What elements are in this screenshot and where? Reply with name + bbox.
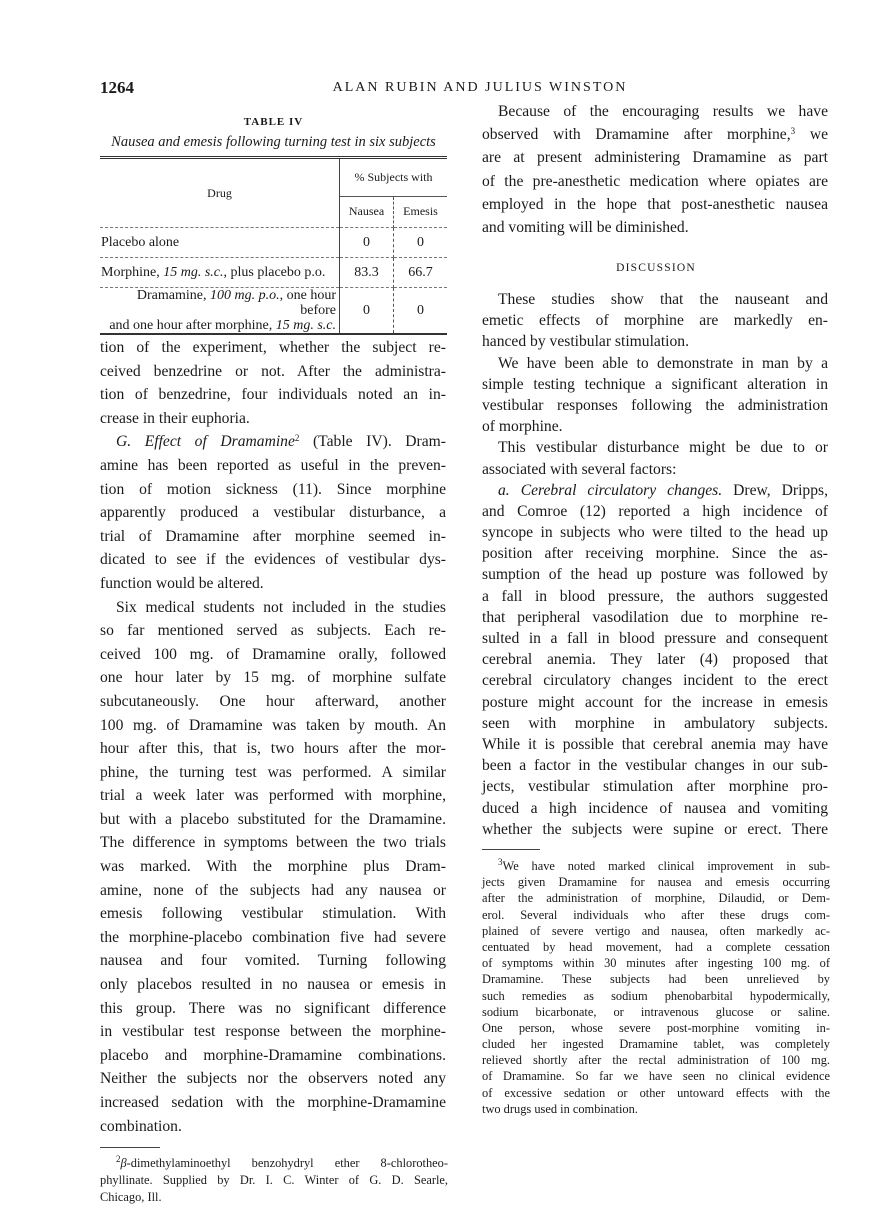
text-line: relieved shortly after the rectal administration of 100 mg. <box>482 1053 830 1068</box>
italic-text: 100 mg. p.o. <box>209 288 280 303</box>
text-line: amine, none of the subjects had any nausea or <box>100 881 446 899</box>
text-line: trial of Dramamine after morphine seemed in- <box>100 527 446 545</box>
nausea-cell: 0 <box>340 288 394 335</box>
text-line: One person, whose severe post-morphine vomiting in- <box>482 1020 830 1035</box>
discussion-heading: DISCUSSION <box>616 262 696 274</box>
text-line: While it is possible that cerebral anemia may have <box>482 735 828 753</box>
italic-text: β <box>120 1156 127 1170</box>
text-line: whether the subjects were supine or erect. There <box>482 820 828 838</box>
text-line: syncope in subjects who were tilted to the head up <box>482 524 828 542</box>
text-line: plained of severe vertigo and nausea, often markedly ac- <box>482 923 830 938</box>
col-header-emesis: Emesis <box>394 196 448 227</box>
italic-text: a. Cerebral circulatory changes. <box>498 481 723 499</box>
footnote-marker: 2 <box>116 1154 121 1164</box>
text-line: Neither the subjects nor the observers noted any <box>100 1070 446 1088</box>
text-line: hour after this, that is, two hours after the mor- <box>100 740 446 758</box>
drug-cell: Morphine, 15 mg. s.c., plus placebo p.o. <box>100 258 340 288</box>
text-line: that peripheral vasodilation due to morphine re- <box>482 608 828 626</box>
table-title: TABLE IV <box>243 116 304 128</box>
text-line: position after receiving morphine. Since the as- <box>482 545 828 563</box>
text-line: employed in the hope that post-anesthetic nausea <box>482 195 828 213</box>
text-line: the morphine-placebo combination five had severe <box>100 928 446 946</box>
running-title: ALAN RUBIN AND JULIUS WINSTON <box>332 80 628 95</box>
col-header-group: % Subjects with <box>340 158 448 197</box>
text-line: trial a week later was performed with morphine, <box>100 787 446 805</box>
text-line: such remedies as sodium phenobarbital hypodermically, <box>482 988 830 1003</box>
text-line: placebo and morphine-Dramamine combinations. <box>100 1046 446 1064</box>
text-line: jects given Dramamine for nausea and emesis occurring <box>482 875 830 890</box>
text-line: phine, the turning test was performed. A similar <box>100 763 446 781</box>
text-line: been a factor in the vestibular changes in our sub- <box>482 757 828 775</box>
text-line: posture might account for the increase in emesis <box>482 693 828 711</box>
results-table <box>100 156 447 335</box>
text-line: cerebral anemia. They later (4) proposed that <box>482 651 828 669</box>
text-line: phyllinate. Supplied by Dr. I. C. Winter of G. D. Searle, <box>100 1172 448 1187</box>
text-line: of the pre-anesthetic medication where opiates are <box>482 172 828 190</box>
footnote-marker: 3 <box>790 126 796 137</box>
text-line: These studies show that the nauseant and <box>498 291 828 308</box>
footnote-3 <box>482 858 830 1117</box>
footnote-marker: 3 <box>498 857 503 867</box>
text-line: hanced by vestibular stimulation. <box>482 333 690 351</box>
text-line: centuated by head movement, had a complete cessation <box>482 939 830 954</box>
emesis-cell: 66.7 <box>394 258 448 288</box>
page-number: 1264 <box>100 78 134 97</box>
table-row <box>100 288 447 335</box>
text-line: a fall in blood pressure, the authors suggested <box>482 587 828 605</box>
right-intro-paragraph <box>482 100 828 239</box>
text-line: tion of benzedrine, four individuals noted an in- <box>100 386 446 404</box>
text-line: observed with Dramamine after morphine,$^3$ we <box>482 126 828 144</box>
text-line: two drugs used in combination. <box>482 1101 638 1116</box>
text-line: G. Effect of Dramamine$^2$ (Table IV). Dram- <box>116 433 446 451</box>
text-line: but with a placebo substituted for the Dramamine. <box>100 810 446 828</box>
text-line: The difference in symptoms between the two trials <box>100 834 446 852</box>
footnote-divider <box>100 1147 160 1148</box>
text-line: and Comroe (12) reported a high incidence of <box>482 502 828 520</box>
text-line: one hour later by 15 mg. of morphine sulfate <box>100 669 446 687</box>
italic-text: G. Effect of Dramamine <box>116 433 295 451</box>
text-line: cerebral circulatory changes incident to the erect <box>482 672 828 690</box>
text-line: dicated to see if the evidences of vestibular dys- <box>100 551 446 569</box>
italic-text: 15 mg. s.c. <box>275 318 336 333</box>
col-header-drug: Drug <box>100 158 340 228</box>
text-line: a. Cerebral circulatory changes. Drew, Dripps, <box>498 481 828 499</box>
text-line: $^3$We have noted marked clinical improvement in sub- <box>498 857 830 873</box>
text-line: simple testing technique a significant alteration in <box>482 375 828 393</box>
emesis-cell: 0 <box>394 228 448 258</box>
text-line: increased sedation with the morphine-Dramamine <box>100 1094 446 1111</box>
text-line: subcutaneously. One hour afterward, another <box>100 692 446 710</box>
text-line: and vomiting will be diminished. <box>482 218 689 236</box>
text-line: emesis following vestibular stimulation. With <box>100 905 446 923</box>
text-line: seen with morphine in ambulatory subjects. <box>482 714 828 732</box>
text-line: combination. <box>100 1117 182 1135</box>
text-line: of symptoms within 30 minutes after ingesting 100 mg. of <box>482 956 830 971</box>
nausea-cell: 0 <box>340 228 394 258</box>
text-line: of Dramamine. So far we have seen no clinical evidence <box>482 1069 830 1084</box>
text-line: tion of motion sickness (11). Since morphine <box>100 480 446 498</box>
footnote-marker: 2 <box>294 433 300 444</box>
text-line: sodium bicarbonate, or intravenous glucose or saline. <box>482 1004 830 1019</box>
text-line: duced a high incidence of nausea and vomiting <box>482 799 828 817</box>
text-line: We have been able to demonstrate in man by a <box>498 354 828 372</box>
text-line: of excessive sedation or other untoward effects with the <box>482 1085 830 1100</box>
text-line: associated with several factors: <box>482 460 677 478</box>
text-line: in vestibular test response between the morphine- <box>100 1023 446 1041</box>
footnote-2 <box>100 1155 448 1205</box>
text-line: ceived benzedrine or not. After the administra- <box>100 362 446 380</box>
text-line: was marked. With the morphine plus Dram- <box>100 858 446 876</box>
discussion-text <box>482 289 828 840</box>
text-line: of morphine. <box>482 418 563 436</box>
text-line: cluded her ingested Dramamine tablet, was completely <box>482 1037 830 1052</box>
table-row <box>100 258 447 288</box>
footnote-divider <box>482 849 540 850</box>
text-line: apparently produced a vestibular disturbance, a <box>100 504 446 522</box>
left-column-text <box>100 336 446 1138</box>
text-line: function would be altered. <box>100 574 264 592</box>
col-header-nausea: Nausea <box>340 196 394 227</box>
text-line: Six medical students not included in the studies <box>116 598 446 616</box>
table-row <box>100 228 447 258</box>
text-line: This vestibular disturbance might be due to or <box>498 439 828 457</box>
nausea-cell: 83.3 <box>340 258 394 288</box>
text-line: vestibular responses following the administration <box>482 396 828 414</box>
drug-cell: Dramamine, 100 mg. p.o., one hour before and one hour after morphine, 15 mg. s.c. <box>100 288 340 335</box>
text-line: crease in their euphoria. <box>100 409 250 427</box>
text-line: ceived 100 mg. of Dramamine orally, followed <box>100 645 446 663</box>
text-line: sulted in a fall in blood pressure and consequent <box>482 630 828 647</box>
text-line: only placebos resulted in no nausea or emesis in <box>100 976 446 994</box>
emesis-cell: 0 <box>394 288 448 335</box>
text-line: nausea and four vomited. Turning following <box>100 952 446 970</box>
text-line: sumption of the head up posture was followed by <box>482 566 828 584</box>
text-line: erol. Several individuals who after these drugs com- <box>482 907 830 922</box>
text-line: so far mentioned served as subjects. Each re- <box>100 622 446 640</box>
text-line: tion of the experiment, whether the subject re- <box>100 339 446 356</box>
text-line: Chicago, Ill. <box>100 1189 162 1204</box>
text-line: 100 mg. of Dramamine was taken by mouth. An <box>100 716 446 734</box>
text-line: are at present administering Dramamine as part <box>482 149 828 167</box>
text-line: jects, vestibular stimulation after morphine pro- <box>482 778 828 796</box>
drug-cell: Placebo alone <box>100 228 340 258</box>
text-line: this group. There was no significant difference <box>100 999 446 1017</box>
text-line: Dramamine. These subjects had been unrelieved by <box>482 972 830 987</box>
text-line: $^2$β-dimethylaminoethyl benzohydryl ether 8-chlorotheo- <box>116 1154 448 1170</box>
text-line: amine has been reported as useful in the preven- <box>100 456 446 474</box>
italic-text: 15 mg. s.c. <box>163 264 224 280</box>
text-line: emetic effects of morphine are markedly en- <box>482 312 828 330</box>
table-caption: Nausea and emesis following turning test in six subjects <box>111 134 436 150</box>
text-line: Because of the encouraging results we have <box>498 103 828 120</box>
text-line: after the administration of morphine, Dilaudid, or Dem- <box>482 891 830 906</box>
